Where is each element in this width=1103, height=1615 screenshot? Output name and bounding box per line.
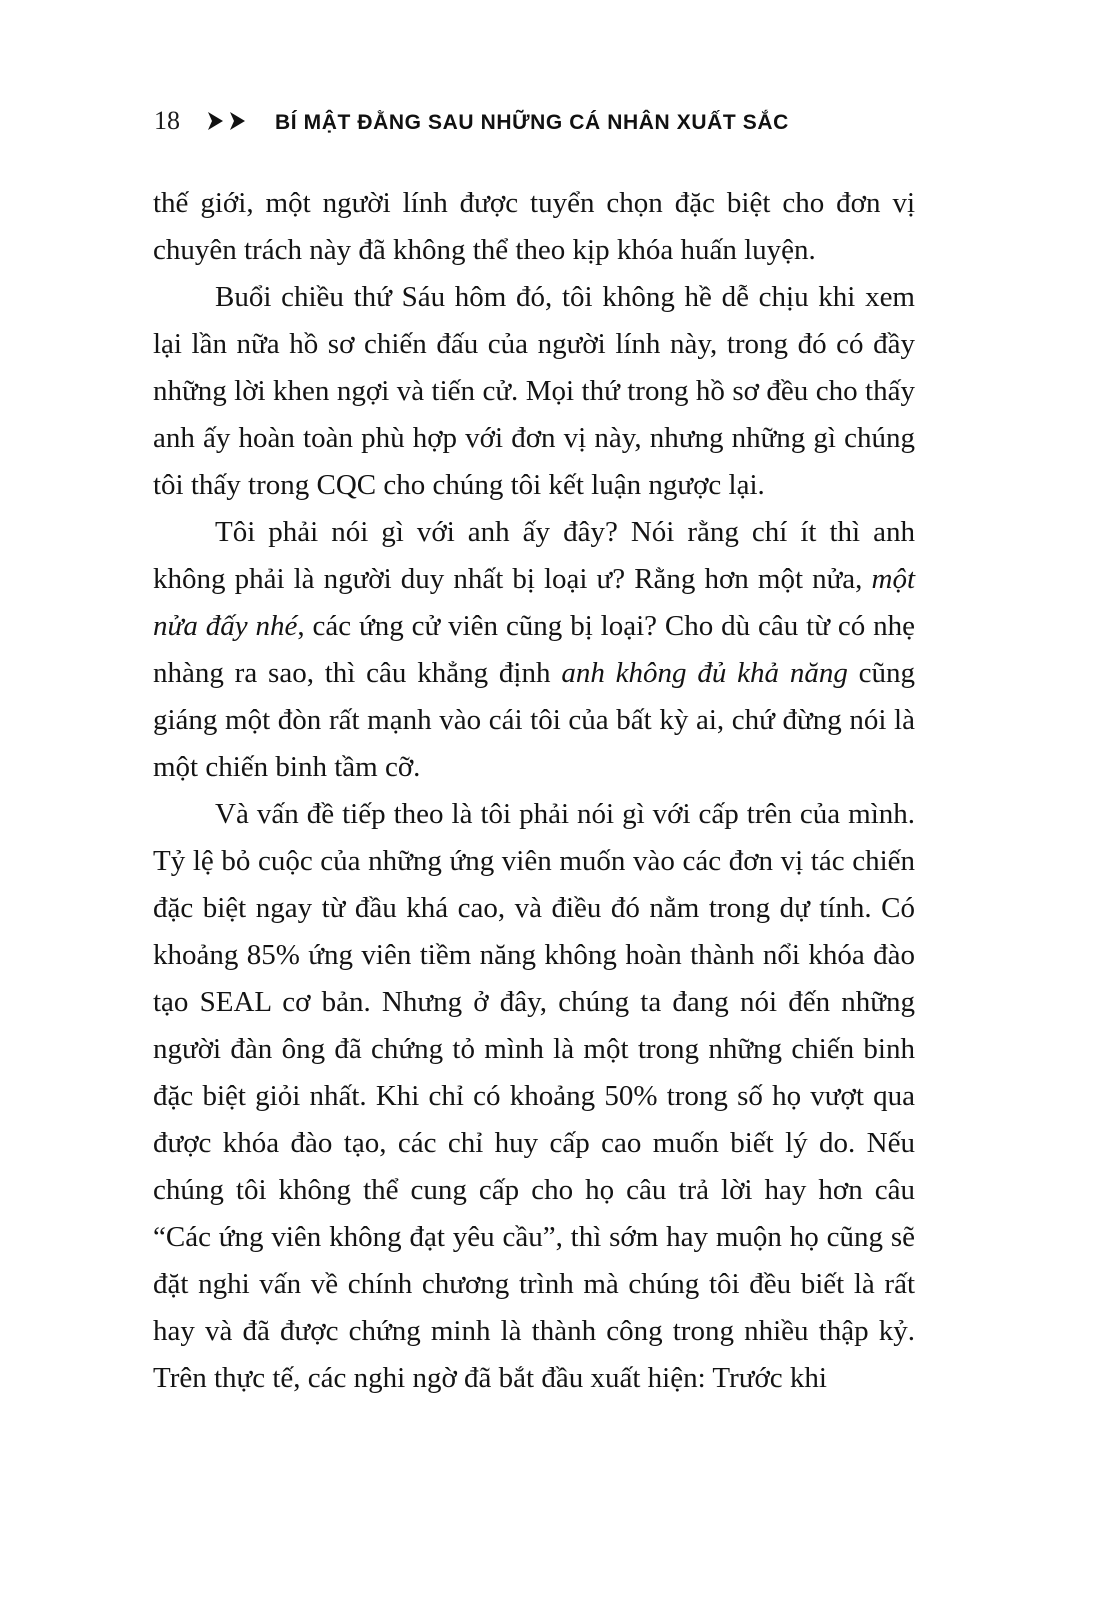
paragraph (153, 791, 915, 1402)
italic-text-run: một nửa đấy nhé (153, 563, 915, 642)
paragraph (153, 509, 915, 791)
text-run: Tôi phải nói gì với anh ấy đây? Nói rằng chí ít thì anh không phải là người duy nhất bị loại ư? Rằng hơn một nửa, (153, 516, 915, 595)
page-number: 18 (154, 106, 180, 135)
page-header (154, 108, 953, 134)
running-head-title: BÍ MẬT ĐẰNG SAU NHỮNG CÁ NHÂN XUẤT SẮC (275, 110, 789, 134)
body-text (153, 180, 915, 1402)
text-run: Buổi chiều thứ Sáu hôm đó, tôi không hề dễ chịu khi xem lại lần nữa hồ sơ chiến đấu của người lính này, trong đó có đầy những lời khen ngợi và tiến cử. Mọi thứ trong hồ sơ đều cho thấy anh ấy hoàn toàn phù hợp với đơn vị này, nhưng những gì chúng tôi thấy trong CQC cho chúng tôi kết luận ngược lại. (153, 281, 915, 501)
paragraph (153, 274, 915, 509)
italic-text-run: anh không đủ khả năng (561, 657, 848, 689)
text-run: , các ứng cử viên cũng bị loại? Cho dù câu từ có nhẹ nhàng ra sao, thì câu khẳng định (153, 610, 915, 689)
text-run: thế giới, một người lính được tuyển chọn đặc biệt cho đơn vị chuyên trách này đã không thể theo kịp khóa huấn luyện. (153, 187, 915, 266)
text-run: Và vấn đề tiếp theo là tôi phải nói gì với cấp trên của mình. Tỷ lệ bỏ cuộc của những ứng viên muốn vào các đơn vị tác chiến đặc biệt ngay từ đầu khá cao, và điều đó nằm trong dự tính. Có khoảng 85% ứng viên tiềm năng không hoàn thành nổi khóa đào tạo SEAL cơ bản. Nhưng ở đây, chúng ta đang nói đến những người đàn ông đã chứng tỏ mình là một trong những chiến binh đặc biệt giỏi nhất. Khi chỉ có khoảng 50% trong số họ vượt qua được khóa đào tạo, các chỉ huy cấp cao muốn biết lý do. Nếu chúng tôi không thể cung cấp cho họ câu trả lời hay hơn câu “Các ứng viên không đạt yêu cầu”, thì sớm hay muộn họ cũng sẽ đặt nghi vấn về chính chương trình mà chúng tôi đều biết là rất hay và đã được chứng minh là thành công trong nhiều thập kỷ. Trên thực tế, các nghi ngờ đã bắt đầu xuất hiện: Trước khi (153, 798, 915, 1394)
double-right-arrow-icon (208, 112, 247, 130)
paragraph (153, 180, 915, 274)
text-run: cũng giáng một đòn rất mạnh vào cái tôi của bất kỳ ai, chứ đừng nói là một chiến binh tầm cỡ. (153, 657, 916, 783)
